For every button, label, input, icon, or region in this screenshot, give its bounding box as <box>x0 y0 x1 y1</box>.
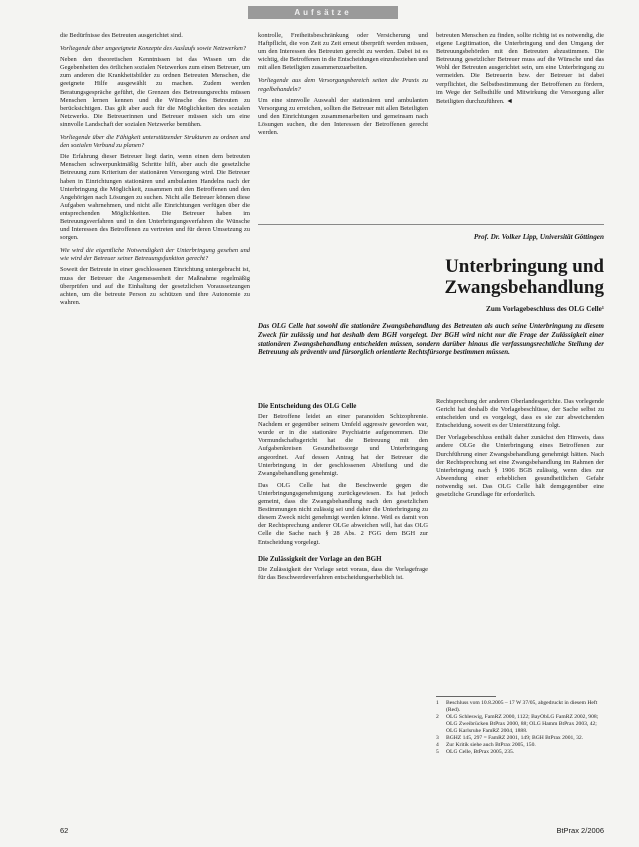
paragraph: Der Betroffene leidet an einer paranoiden Schizophrenie. Nachdem er gegenüber seinem Umfeld aggressiv geworden war, wurde er in die stationäre Psychiatrie aufgenommen. Die Vormundschaftsgericht hat die Betreuung mit den Aufgabenkreisen Gesundheitssorge und Unterbringung angeordnet. Auf dessen Antrag hat der Betreuer die Unterbringung in der geschlossenen Abteilung und die Zwangsbehandlung genehmigt. <box>258 413 428 477</box>
footnotes <box>436 700 604 756</box>
article-lead: Das OLG Celle hat sowohl die stationäre Zwangsbehandlung des Betreuten als auch seine Unterbringung zu diesem Zweck für zulässig und hat deshalb dem BGH vorgelegt. Der BGH wird nicht nur die Frage der Zulässigkeit einer stationären Zwangsbehandlung entscheiden müssen, sondern darüber hinaus die verfassungsrechtliche Stellung der Betreuung als präventiv und fürsorglich orientierte Rechtsfürsorge bestimmen müssen. <box>258 322 604 357</box>
article-subtitle: Zum Vorlagebeschluss des OLG Celle¹ <box>486 305 604 313</box>
footnote <box>436 749 604 756</box>
footnote-text: OLG Schleswig, FamRZ 2000, 1122; BayObLG FamRZ 2002, 908; OLG Zweibrücken BtPrax 2000, 88; OLG Hamm BtPrax 2003, 42; OLG Karlsruhe FamRZ 2004, 1888. <box>446 714 599 734</box>
article-title <box>258 256 604 298</box>
footnote <box>436 742 604 749</box>
paragraph: Rechtsprechung der anderen Oberlandesgerichte. Das vorlegende Gericht hat deshalb die Vorlagebeschlüsse, der Sache selbst zu entscheiden und es vorgelegt, dass es sie zur abweichenden Entscheidung, soweit es der Unterstützung folgt. <box>436 398 604 430</box>
journal-issue: BtPrax 2/2006 <box>556 826 604 835</box>
paragraph: betreuten Menschen zu finden, sollte richtig ist es notwendig, die eigene Legitimation, die Unterbringung und den Umgang der Betreuungsbehörden mit den Betreuten abzustimmen. Die Betreuung gesetzlicher Betreuer muss auf die Wünsche und das Wohl der Betreuten ausgerichtet sein, um eine Unterbringung zu vermeiden. Die Betreuerin bzw. der Betreuer ist dabei verpflichtet, die Selbstbestimmung der Betroffenen zu fördern, im Wege der Selbsthilfe und Mitwirkung die Versorgung aller Beteiligten durchzuführen. ◄ <box>436 32 604 105</box>
paragraph: Um eine sinnvolle Auswahl der stationären und ambulanten Versorgung zu erreichen, sollten die Betreuer mit allen Beteiligten und den Einrichtungen zusammenarbeiten und gemeinsam nach Lösungen suchen, die den Interessen der Betroffenen gerecht werden. <box>258 96 428 137</box>
footnote-text: OLG Celle, BtPrax 2005, 235. <box>446 749 515 755</box>
question: Vorliegende über die Fähigkeit unterstützender Strukturen zu ordnen und den sozialen Verbund zu planen? <box>60 134 250 150</box>
footnote-number: 4 <box>436 742 439 748</box>
footnote-text: BGHZ 145, 297 = FamRZ 2001, 149; BGH BtPrax 2001, 32. <box>446 735 584 741</box>
section-heading: Die Zulässigkeit der Vorlage an den BGH <box>258 554 382 563</box>
paragraph: Der Vorlagebeschluss enthält daher zunächst den Hinweis, dass andere OLGe die Unterbringung eines Betroffenen zur Durchführung einer Zwangsbehandlung genehmigt hätten. Nach der Rechtsprechung sei eine Zwangsbehandlung im Rahmen der Unterbringung nach § 1906 BGB zulässig, wenn dies zur Abwendung einer erheblichen gesundheitlichen Gefahr notwendig sei. Das OLG Celle hält demgegenüber eine gesetzliche Grundlage für erforderlich. <box>436 434 604 499</box>
footnote <box>436 700 604 714</box>
footnote <box>436 714 604 735</box>
column-middle-top <box>258 32 428 224</box>
paragraph: kontrolle, Freiheitsbeschränkung oder Versicherung und Haftpflicht, die von Zeit zu Zeit erneut überprüft werden müssen, um den Interessen des Betreuten gerecht zu werden. Dabei ist es wichtig, die Betroffenen in die Entscheidungen einzubeziehen und mit allen Beteiligten zusammenzuarbeiten. <box>258 32 428 72</box>
footnote-number: 3 <box>436 735 439 741</box>
section-heading: Die Entscheidung des OLG Celle <box>258 402 357 410</box>
paragraph: Neben den theoretischen Kenntnissen ist das Wissen um die Gegebenheiten des örtlichen sozialen Netzwerkes zum einen Betreuer, um zum anderen die Krankheitsbilder zu ordnen Betreuten Menschen, die geeignete Hilfe ausgewählt zu machen. Zudem werden Beratungsgespräche geführt, die Grenzen des Betreuungsrechts müssen Menschen lernen kennen und die Wünsche des Betreuten zu berücksichtigen. Das gilt aber auch für die Möglichkeiten des sozialen Netzwerks. Die Betreuerinnen und Betreuer müssen sich um eine sinnvolle Landschaft der sozialen Netzwerke bemühen. <box>60 56 250 128</box>
title-line: Zwangsbehandlung <box>444 277 604 298</box>
footnote-divider <box>436 696 496 697</box>
question: Vorliegende über ungeeignete Konzepte des Auslaufs sowie Netzwerken? <box>60 45 247 53</box>
paragraph: Soweit der Betreute in einer geschlossenen Einrichtung untergebracht ist, muss der Betreuer die Angemessenheit der Maßnahme regelmäßig überprüfen und auf die Einhaltung der gesetzlichen Voraussetzungen achten, um die betreute Person zu schützen und ihre Autonomie zu wahren. <box>60 266 250 306</box>
column-right-top <box>436 32 604 224</box>
paragraph: Die Erfahrung dieser Betreuer liegt darin, wenn einen dem betreuten Menschen schwerpunktmäßig Schritte hilft, aber auch die gesetzliche Betreuung zum Kriterium der stationären Versorgung wird. Die Betreuer haben in Einrichtungen stationären und ambulanten Handelns nach der Unterbringung die Möglichkeit, zusammen mit den Betroffenen und den Angehörigen nach Lösungen zu suchen. Nicht alle Betreuer können diese Aufgaben wahrnehmen, und nicht alle Einrichtungen verfügen über die entsprechenden Möglichkeiten. Die Betreuer haben im Betreuungsverfahren und in den Unterbringungsverfahren die Wünsche und Interessen des Betroffenen zu vertreten und für deren Umsetzung zu sorgen. <box>60 153 250 242</box>
article-author: Prof. Dr. Volker Lipp, Universität Göttingen <box>473 233 604 241</box>
footnote-text: Zur Kritik siehe auch BtPrax 2005, 150. <box>446 742 536 748</box>
paragraph: Die Zulässigkeit der Vorlage setzt voraus, dass die Vorlagefrage für das Beschwerdeverfahren entscheidungserheblich ist. <box>258 565 428 581</box>
column-middle-bottom <box>258 398 428 822</box>
footnote-number: 2 <box>436 714 439 720</box>
footnote <box>436 735 604 742</box>
page-number: 62 <box>60 826 69 835</box>
column-right-bottom <box>436 398 604 690</box>
end-mark-icon: ◄ <box>506 96 514 105</box>
divider <box>258 224 604 225</box>
paragraph: die Bedürfnisse des Betreuten ausgerichtet sind. <box>60 32 183 39</box>
title-line: Unterbringung und <box>445 256 604 277</box>
column-left <box>60 32 250 822</box>
section-header: Aufsätze <box>248 6 398 19</box>
footnote-number: 1 <box>436 700 439 706</box>
question: Wie wird die eigentliche Notwendigkeit der Unterbringung gesehen und wie wird der Betreuer seiner Betreuungsfunktion gerecht? <box>60 247 250 263</box>
question: Vorliegende aus dem Versorgungsbereich seiten die Praxis zu regelbehandeln? <box>258 77 428 93</box>
footnote-text: Beschluss vom 10.8.2005 – 17 W 37/05, abgedruckt in diesem Heft (Red). <box>446 700 598 713</box>
paragraph: Das OLG Celle hat die Beschwerde gegen die Unterbringungsgenehmigung zurückgewiesen. Es hat jedoch gemeint, dass die Zwangsbehandlung nach den gesetzlichen Bestimmungen nicht zulässig sei und daher die Unterbringung zu diesem Zweck nicht genehmigt werden könne. Weil es damit von der Rechtsprechung anderer OLGe abweichen will, hat das OLG Celle die Sache nach § 28 Abs. 2 FGG dem BGH zur Entscheidung vorgelegt. <box>258 481 428 546</box>
footnote-number: 5 <box>436 749 439 755</box>
